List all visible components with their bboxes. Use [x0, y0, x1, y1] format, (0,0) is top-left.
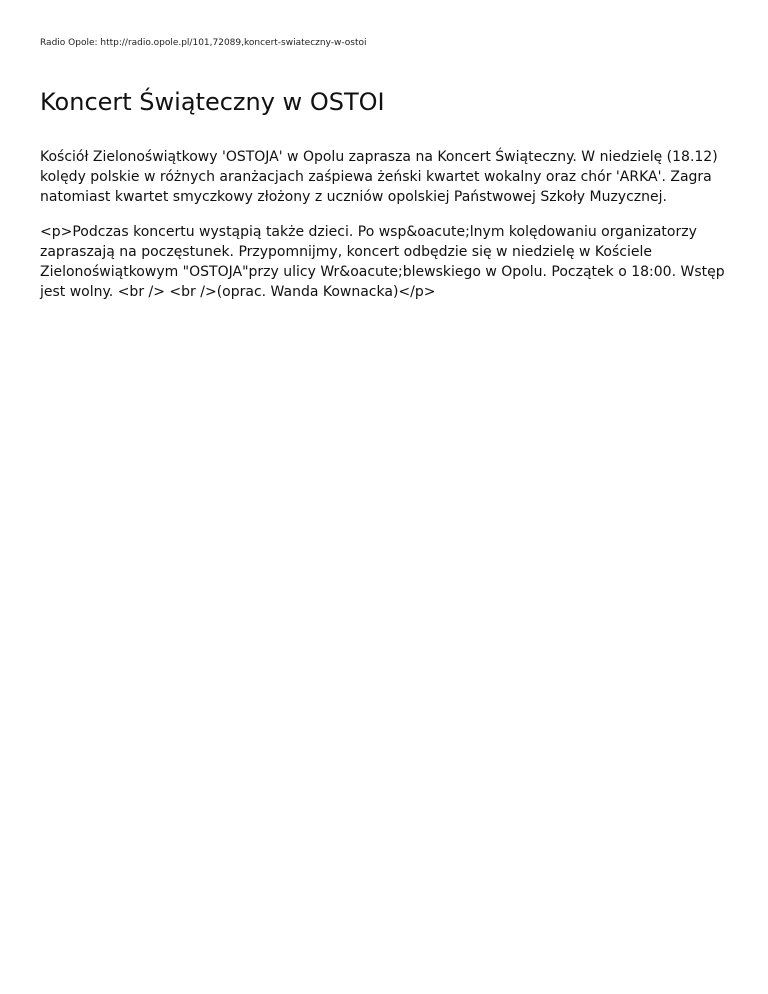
article-paragraph: <p>Podczas koncertu wystąpią także dzieci. Po wsp&oacute;lnym kolędowaniu organizatorzy zapraszają na poczęstunek. Przypomnijmy, koncert odbędzie się w niedzielę w Kościele Zielonoświątkowym "OSTOJA"przy ulicy Wr&oacute;blewskiego w Opolu. Początek o 18:00. Wstęp jest wolny. <br /> <br />(oprac. Wanda Kownacka)</p> [40, 224, 725, 300]
article-paragraph: Kościół Zielonoświątkowy 'OSTOJA' w Opolu zaprasza na Koncert Świąteczny. W niedzielę (18.12) kolędy polskie w różnych aranżacjach zaśpiewa żeński kwartet wokalny oraz chór 'ARKA'. Zagra natomiast kwartet smyczkowy złożony z uczniów opolskiej Państwowej Szkoły Muzycznej. [40, 149, 718, 205]
source-url-line: Radio Opole: http://radio.opole.pl/101,72089,koncert-swiateczny-w-ostoi [40, 38, 367, 48]
article-title: Koncert Świąteczny w OSTOI [40, 88, 385, 116]
article-body [40, 147, 740, 317]
